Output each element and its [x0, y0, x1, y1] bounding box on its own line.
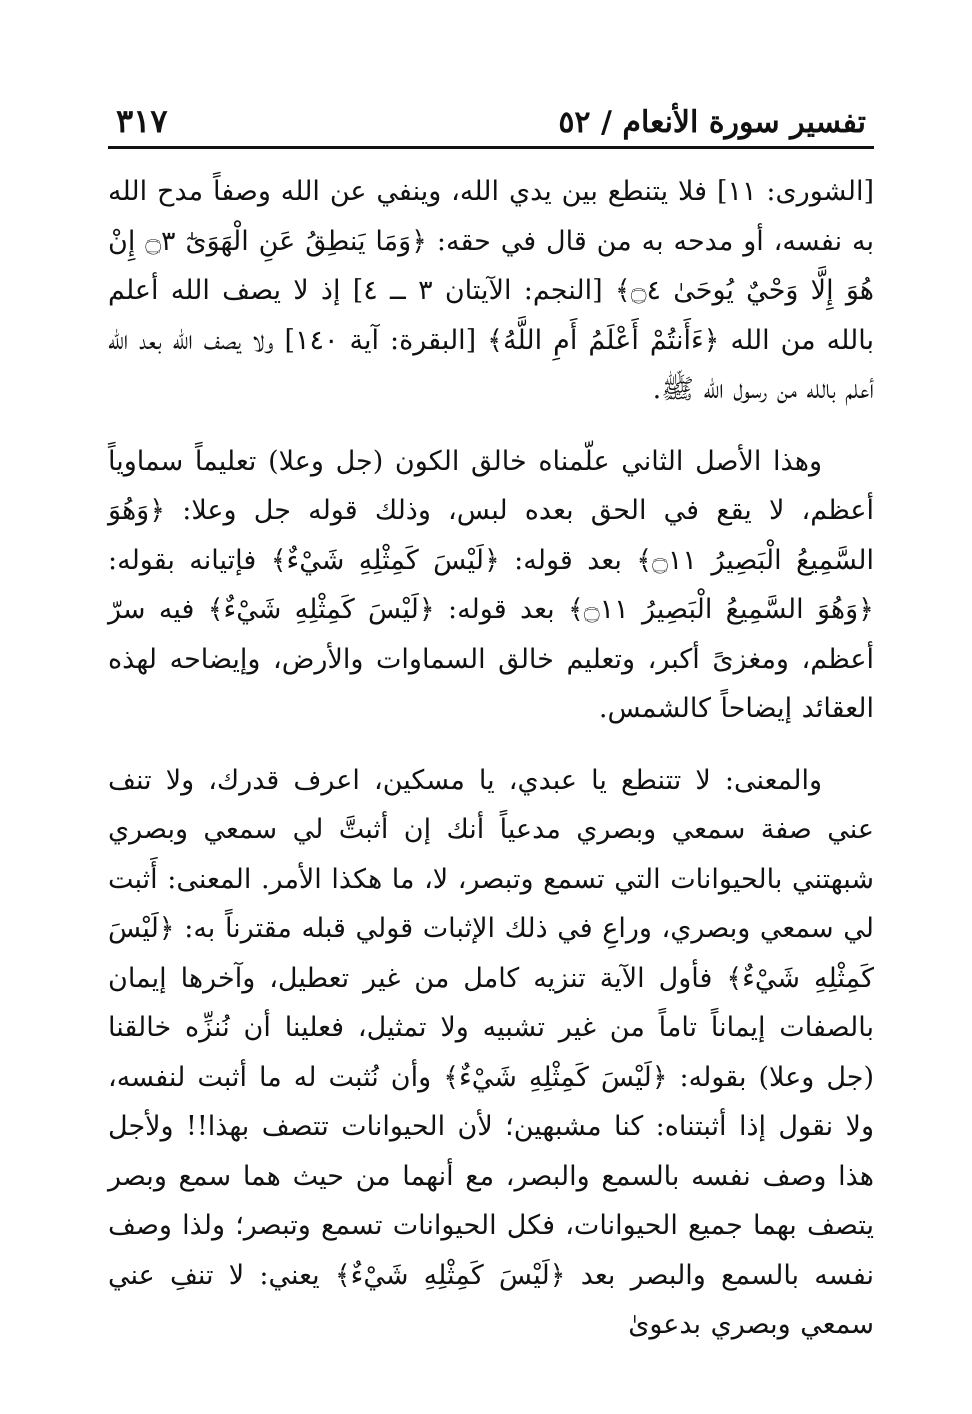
- running-title: تفسير سورة الأنعام / ٥٢: [558, 105, 866, 140]
- paragraph-2: وهذا الأصل الثاني علّمناه خالق الكون (جل وعلا) تعليماً سماوياً أعظم، لا يقع في الحق بعده لبس، وذلك قوله جل وعلا: ﴿وَهُوَ السَّمِيعُ الْبَصِيرُ ۝١١﴾ بعد قوله: ﴿لَيْسَ كَمِثْلِهِ شَيْءٌ﴾ فإتيانه بقوله: ﴿وَهُوَ السَّمِيعُ الْبَصِيرُ ۝١١﴾ بعد قوله: ﴿لَيْسَ كَمِثْلِهِ شَيْءٌ﴾ فيه سرّ أعظم، ومغزىً أكبر، وتعليم خالق السماوات والأرض، وإيضاحه لهذه العقائد إيضاحاً كالشمس.: [108, 445, 874, 724]
- page-header: [108, 92, 874, 149]
- paragraph-1: [الشورى: ١١] فلا يتنطع بين يدي الله، وينفي عن الله وصفاً مدح الله به نفسه، أو مدحه به من قال في حقه: ﴿وَمَا يَنطِقُ عَنِ الْهَوَىٰٓ ۝٣ إِنْ هُوَ إِلَّا وَحْيٌ يُوحَىٰ ۝٤﴾ [النجم: الآيتان ٣ ــ ٤] إذ لا يصف الله أعلم بالله من الله ﴿ءَأَنتُمْ أَعْلَمُ أَمِ اللَّهُ﴾ [البقرة: آية ١٤٠] ولا يصف الله بعد الله أعلم بالله من رسول الله ﷺ.: [108, 176, 874, 405]
- page-body: [108, 167, 874, 1350]
- page-number: ٣١٧: [116, 102, 168, 140]
- paragraph-3: والمعنى: لا تتنطع يا عبدي، يا مسكين، اعرف قدرك، ولا تنف عني صفة سمعي وبصري مدعياً أنك إن أثبتَّ لي سمعي وبصري شبهتني بالحيوانات التي تسمع وتبصر، لا، ما هكذا الأمر. المعنى: أَثبت لي سمعي وبصري، وراعِ في ذلك الإثبات قولي قبله مقترناً به: ﴿لَيْسَ كَمِثْلِهِ شَيْءٌ﴾ فأول الآية تنزيه كامل من غير تعطيل، وآخرها إيمان بالصفات إيماناً تاماً من غير تشبيه ولا تمثيل، فعلينا أن نُنزِّه خالقنا (جل وعلا) بقوله: ﴿لَيْسَ كَمِثْلِهِ شَيْءٌ﴾ وأن نُثبت له ما أثبت لنفسه، ولا نقول إذا أثبتناه: كنا مشبهين؛ لأن الحيوانات تتصف بهذا!! ولأجل هذا وصف نفسه بالسمع والبصر، مع أنهما من حيث هما سمع وبصر يتصف بهما جميع الحيوانات، فكل الحيوانات تسمع وتبصر؛ ولذا وصف نفسه بالسمع والبصر بعد ﴿لَيْسَ كَمِثْلِهِ شَيْءٌ﴾ يعني: لا تنفِ عني سمعي وبصري بدعوىٰ: [108, 764, 874, 1340]
